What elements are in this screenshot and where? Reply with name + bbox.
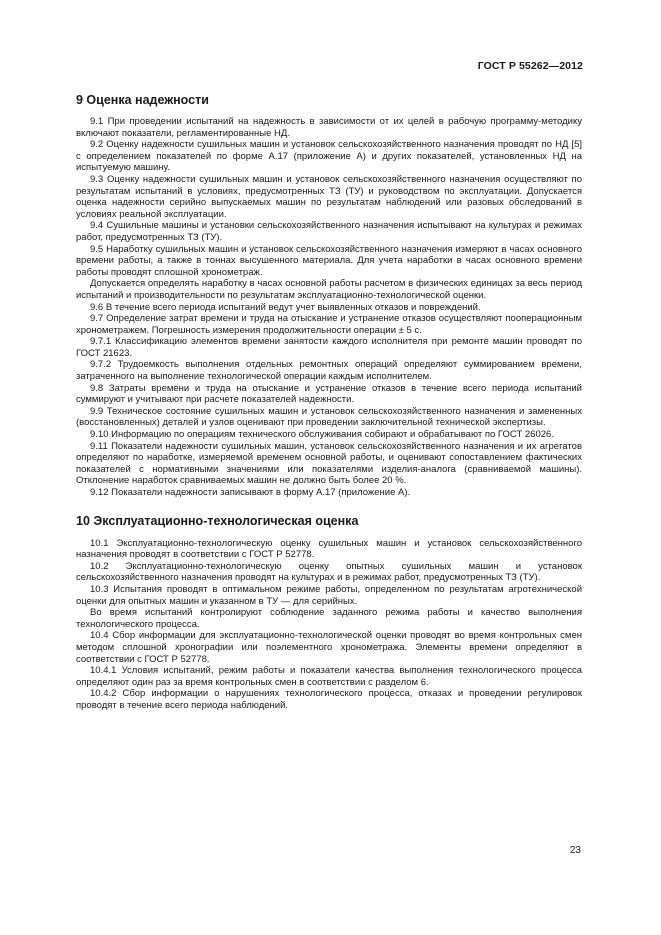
paragraph-10-4-1: 10.4.1 Условия испытаний, режим работы и показатели качества выполнения технологического процесса определяют один раз за время контрольных смен в соответствии с разделом 6. [76,665,582,688]
page-number: 23 [569,845,581,856]
paragraph-10-2: 10.2 Эксплуатационно-технологическую оценку опытных сушильных машин и установок сельскохозяйственного назначения проводят на культурах и в режимах работ, предусмотренных ТЗ (ТУ). [76,560,582,584]
paragraph-10-3: 10.3 Испытания проводят в оптимальном режиме работы, определенном по результатам агротехнической оценки для опытных машин и указанном в ТУ — для серийных. [76,583,582,607]
document-body [76,92,582,712]
paragraph-9-6: 9.6 В течение всего периода испытаний ведут учет выявленных отказов и повреждений. [90,301,481,313]
paragraph-10-1: 10.1 Эксплуатационно-технологическую оценку сушильных машин и установок сельскохозяйственного назначения проводят в соответствии с ГОСТ Р 52778. [76,537,582,561]
paragraph-10-4-2: 10.4.2 Сбор информации о нарушениях технологического процесса, отказах и проведении регулировок проводят в течение всего периода наблюдений. [76,688,582,711]
section-9-body [76,116,582,499]
paragraph-9-7-2: 9.7.2 Трудоемкость выполнения отдельных ремонтных операций определяют суммированием времени, затраченного на выполнение технологической операции каждым исполнителем. [76,359,582,383]
section-10-body [76,538,582,712]
paragraph-10-3-note: Во время испытаний контролируют соблюдение заданного режима работы и качество выполнения технологического процесса. [76,607,582,630]
standard-header: ГОСТ Р 55262—2012 [477,60,583,72]
paragraph-9-12: 9.12 Показатели надежности записывают в форму А.17 (приложение А). [90,487,411,498]
paragraph-9-5: 9.5 Наработку сушильных машин и установок сельскохозяйственного назначения измеряют в часах основного времени работы, а также в тоннах высушенного материала. Для учета наработки в часах основного времени работы проводят сплошной хронометраж. [76,243,582,278]
paragraph-10-4: 10.4 Сбор информации для эксплуатационно-технологической оценки проводят во время контрольных смен методом сплошной хронографии или поэлементного хронометража. Элементы времени определяют в соответствии с ГОСТ Р 52778. [76,630,582,665]
paragraph-9-5-note: Допускается определять наработку в часах основной работы расчетом в физических единицах за весь период испытаний и производительности по результатам эксплуатационно-технологической оценки. [76,278,582,301]
section-9-title: 9 Оценка надежности [76,93,209,107]
paragraph-9-7-1: 9.7.1 Классификацию элементов времени занятости каждого исполнителя при ремонте машин проводят по ГОСТ 21623. [76,336,582,359]
paragraph-9-9: 9.9 Техническое состояние сушильных машин и установок сельскохозяйственного назначения и замененных (восстановленных) деталей и узлов оценивают при проведении заключительной технической экспертизы. [76,405,582,429]
section-10-title: 10 Эксплуатационно-технологическая оценка [76,513,359,528]
paragraph-9-1: 9.1 При проведении испытаний на надежность в зависимости от их целей в рабочую программу-методику включают показатели, регламентированные НД. [76,116,582,139]
paragraph-9-8: 9.8 Затраты времени и труда на отыскание и устранение отказов в течение всего периода испытаний суммируют и учитывают при расчете показателей надежности. [76,382,582,406]
paragraph-9-11: 9.11 Показатели надежности сушильных машин, установок сельскохозяйственного назначения и их агрегатов определяют по наработке, измеряемой временем основной работы, и оценивают сопоставлением фактических показателей с нормативными значениями или показателями изделия-аналога (сравниваемой машины). Отклонение наработок сравниваемых машин не должно быть более 20 %. [76,440,582,487]
paragraph-9-4: 9.4 Сушильные машины и установки сельскохозяйственного назначения испытывают на культурах и режимах работ, предусмотренных ТЗ (ТУ). [76,220,582,243]
paragraph-9-10: 9.10 Информацию по операциям технического обслуживания собирают и обрабатывают по ГОСТ 26026. [90,429,554,441]
paragraph-9-2: 9.2 Оценку надежности сушильных машин и установок сельскохозяйственного назначения проводят по НД [5] с определением показателей по форме А.17 (приложение А) и других показателей, установленных НД на испытуемую машину. [76,139,582,174]
paragraph-9-3: 9.3 Оценку надежности сушильных машин и установок сельскохозяйственного назначения осуществляют по результатам испытаний в условиях, предусмотренных ТЗ (ТУ) и руководством по эксплуатации. Допускается оценка надежности серийно выпускаемых машин по результатам наблюдений или разовых обследований в условиях реальной эксплуатации. [76,173,582,220]
paragraph-9-7: 9.7 Определение затрат времени и труда на отыскание и устранение отказов осуществляют пооперационным хронометражем. Погрешность измерения продолжительности операции ± 5 с. [76,313,582,336]
